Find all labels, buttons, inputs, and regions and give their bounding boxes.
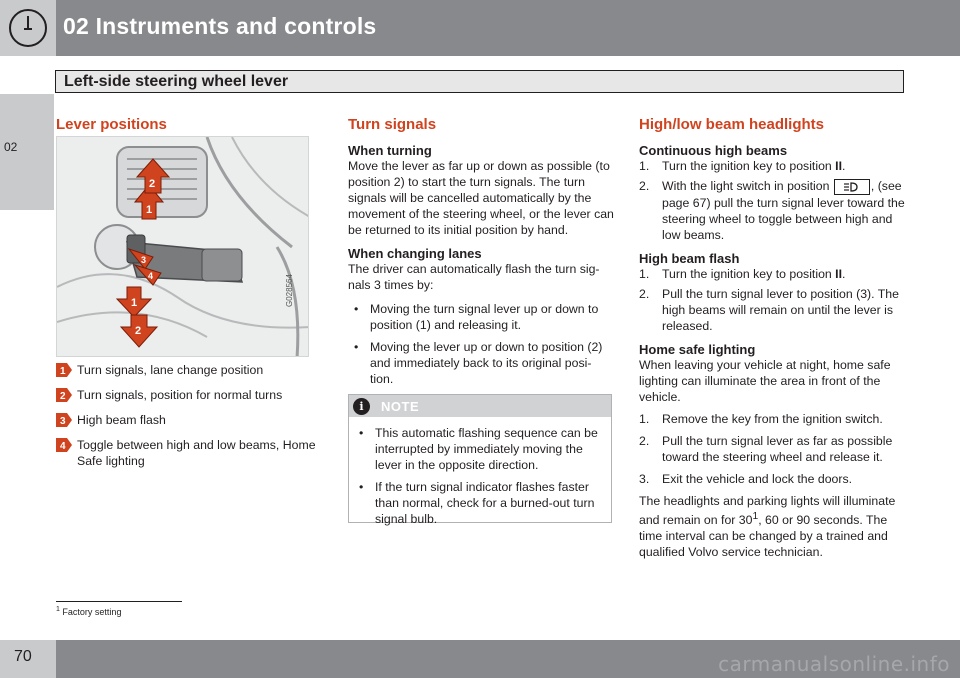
- svg-text:1: 1: [60, 366, 66, 377]
- arrow-label: 1: [146, 204, 153, 216]
- red-marker-icon: [56, 363, 72, 377]
- chapter-icon-block: [0, 0, 56, 56]
- list-item: 2. With the light switch in position , (see page 67) pull the turn signal lever toward the steering wheel to toggle between high and low beams.: [639, 179, 905, 242]
- lane-change-bullets: [348, 301, 614, 387]
- list-item: 1. Remove the key from the ignition switch.: [639, 411, 883, 426]
- legend-item: [56, 412, 316, 428]
- lever-illustration: [56, 136, 309, 357]
- section-header: [55, 70, 904, 93]
- red-marker-icon: [56, 388, 72, 402]
- watermark: carmanualsonline.info: [718, 652, 950, 676]
- list-item: • If the turn signal indicator flashes faster than normal, check for a burned-out turn signal bulb.: [359, 480, 595, 526]
- note-title: NOTE: [381, 399, 420, 414]
- arrow-label: 2: [135, 325, 142, 337]
- note-header: [349, 395, 611, 417]
- arrow-label: 3: [141, 255, 147, 265]
- legend: [56, 362, 316, 478]
- section-title: Left-side steering wheel lever: [64, 73, 289, 90]
- legend-text: Turn signals, position for normal turns: [77, 388, 283, 402]
- arrow-label: 2: [149, 178, 156, 190]
- headlights-heading: High/low beam headlights: [639, 116, 825, 133]
- side-tab-label: 02: [4, 140, 18, 154]
- home-safe-intro: When leaving your vehicle at night, home safe lighting can illuminate the area in front of the vehicle.: [639, 357, 891, 404]
- page-number: 70: [14, 648, 32, 665]
- steering-lever-drawing: [57, 137, 309, 357]
- red-marker-icon: [56, 438, 72, 452]
- list-item: 1. Turn the ignition key to position II.: [639, 159, 846, 173]
- legend-item: [56, 437, 316, 469]
- footnote: $^1$ Factory setting: [56, 606, 122, 617]
- turn-signals-column: [348, 143, 614, 393]
- svg-text:4: 4: [60, 441, 66, 452]
- changing-lanes-heading: When changing lanes: [348, 246, 482, 261]
- legend-text: Turn signals, lane change position: [77, 363, 264, 377]
- list-item: • Moving the lever up or down to position (2) and immediately back to its original posi-tion.: [354, 340, 603, 386]
- flash-heading: High beam flash: [639, 250, 740, 266]
- list-item: 2. Pull the turn signal lever as far as possible toward the steering wheel and release it.: [639, 433, 893, 464]
- home-safe-heading: Home safe lighting: [639, 341, 756, 357]
- red-marker-icon: [56, 413, 72, 427]
- changing-lanes-text: The driver can automatically flash the turn sig-nals 3 times by:: [348, 262, 600, 292]
- when-turning-text: Move the lever as far up or down as possible (to position 2) to start the turn signals. The turn signals will be cancelled automatically by the movement of the steering wheel, or the lever can be returned to its initial position by hand.: [348, 159, 614, 237]
- legend-item: [56, 387, 316, 403]
- list-item: 2. Pull the turn signal lever to position (3). The high beams will remain on until the lever is released.: [639, 286, 899, 333]
- note-box: [348, 394, 612, 526]
- closing-paragraph: The headlights and parking lights will illuminate and remain on for $30^1$, 60 or 90 seconds. The time interval can be changed by a trained and qualified Volvo service technician.: [639, 493, 896, 559]
- continuous-heading: Continuous high beams: [639, 143, 788, 158]
- list-item: 1. Turn the ignition key to position II.: [639, 266, 846, 281]
- list-item: 3. Exit the vehicle and lock the doors.: [639, 471, 853, 486]
- note-body: [349, 417, 611, 527]
- svg-text:2: 2: [60, 391, 66, 402]
- list-item: • Moving the turn signal lever up or down to position (1) and releasing it.: [354, 302, 599, 332]
- gauge-icon: [9, 9, 47, 47]
- chapter-title: 02 Instruments and controls: [63, 13, 377, 39]
- footnote-rule: [56, 601, 182, 602]
- turn-signals-heading: Turn signals: [348, 116, 437, 133]
- arrow-label: 1: [131, 297, 138, 309]
- when-turning-heading: When turning: [348, 143, 432, 158]
- legend-item: [56, 362, 316, 378]
- legend-text: High beam flash: [77, 413, 166, 427]
- arrow-label: 4: [148, 271, 154, 281]
- illustration-code: G028564: [285, 274, 294, 307]
- list-item: • This automatic flashing sequence can be interrupted by immediately moving the lever in the opposite direction.: [359, 426, 598, 472]
- lever-positions-heading: Lever positions: [56, 116, 167, 133]
- headlight-icon: [834, 179, 870, 195]
- headlights-column: [639, 143, 907, 560]
- info-icon: i: [353, 398, 370, 415]
- svg-text:3: 3: [60, 416, 66, 427]
- legend-text: Toggle between high and low beams, Home Safe lighting: [77, 438, 316, 468]
